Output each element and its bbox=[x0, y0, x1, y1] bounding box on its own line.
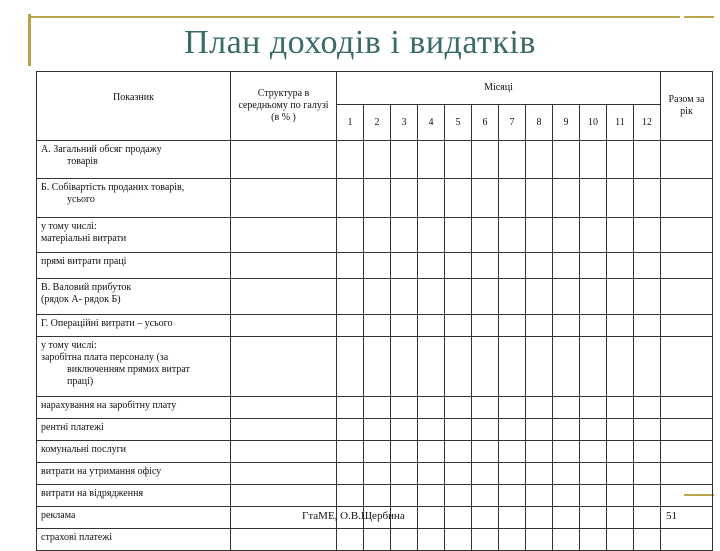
table-row bbox=[37, 441, 713, 463]
value-cell[interactable] bbox=[553, 463, 580, 485]
value-cell[interactable] bbox=[553, 337, 580, 397]
value-cell[interactable] bbox=[472, 441, 499, 463]
value-cell[interactable] bbox=[607, 218, 634, 253]
value-cell[interactable] bbox=[634, 441, 661, 463]
value-cell[interactable] bbox=[445, 337, 472, 397]
decor-top-right-line bbox=[684, 16, 714, 18]
value-cell[interactable] bbox=[661, 419, 713, 441]
value-cell[interactable] bbox=[634, 507, 661, 529]
value-cell[interactable] bbox=[634, 337, 661, 397]
page-title: План доходів і видатків bbox=[184, 24, 536, 61]
value-cell[interactable] bbox=[499, 315, 526, 337]
value-cell[interactable] bbox=[499, 397, 526, 419]
month-6: 6 bbox=[472, 105, 499, 141]
value-cell[interactable] bbox=[231, 485, 337, 507]
value-cell[interactable] bbox=[634, 279, 661, 315]
value-cell[interactable] bbox=[553, 179, 580, 218]
month-4: 4 bbox=[418, 105, 445, 141]
value-cell[interactable] bbox=[553, 485, 580, 507]
value-cell[interactable] bbox=[418, 419, 445, 441]
row-label bbox=[37, 315, 231, 337]
row-label bbox=[37, 141, 231, 179]
month-5: 5 bbox=[445, 105, 472, 141]
value-cell[interactable] bbox=[526, 315, 553, 337]
plan-table bbox=[36, 71, 713, 551]
value-cell[interactable] bbox=[607, 179, 634, 218]
value-cell[interactable] bbox=[391, 485, 418, 507]
value-cell[interactable] bbox=[580, 419, 607, 441]
row-label-line: Г. Операційні витрати – усього bbox=[41, 318, 173, 329]
row-label bbox=[37, 179, 231, 218]
value-cell[interactable] bbox=[472, 253, 499, 279]
row-label-line: Б. Собівартість проданих товарів, bbox=[41, 182, 185, 193]
value-cell[interactable] bbox=[553, 253, 580, 279]
value-cell[interactable] bbox=[472, 397, 499, 419]
value-cell[interactable] bbox=[472, 337, 499, 397]
value-cell[interactable] bbox=[418, 397, 445, 419]
value-cell[interactable] bbox=[364, 279, 391, 315]
value-cell[interactable] bbox=[364, 253, 391, 279]
value-cell[interactable] bbox=[526, 141, 553, 179]
value-cell[interactable] bbox=[634, 179, 661, 218]
value-cell[interactable] bbox=[499, 419, 526, 441]
value-cell[interactable] bbox=[526, 279, 553, 315]
value-cell[interactable] bbox=[580, 463, 607, 485]
value-cell[interactable] bbox=[607, 419, 634, 441]
value-cell[interactable] bbox=[231, 315, 337, 337]
table-row bbox=[37, 419, 713, 441]
value-cell[interactable] bbox=[607, 507, 634, 529]
value-cell[interactable] bbox=[364, 485, 391, 507]
row-label-line: прямі витрати праці bbox=[41, 256, 127, 267]
value-cell[interactable] bbox=[499, 337, 526, 397]
value-cell[interactable] bbox=[526, 485, 553, 507]
value-cell[interactable] bbox=[526, 337, 553, 397]
value-cell[interactable] bbox=[337, 463, 364, 485]
value-cell[interactable] bbox=[231, 337, 337, 397]
table-row bbox=[37, 315, 713, 337]
month-3: 3 bbox=[391, 105, 418, 141]
value-cell[interactable] bbox=[364, 463, 391, 485]
value-cell[interactable] bbox=[445, 397, 472, 419]
value-cell[interactable] bbox=[472, 485, 499, 507]
value-cell[interactable] bbox=[472, 315, 499, 337]
value-cell[interactable] bbox=[418, 253, 445, 279]
row-label bbox=[37, 441, 231, 463]
value-cell[interactable] bbox=[391, 179, 418, 218]
value-cell[interactable] bbox=[418, 485, 445, 507]
value-cell[interactable] bbox=[418, 179, 445, 218]
value-cell[interactable] bbox=[364, 179, 391, 218]
month-12: 12 bbox=[634, 105, 661, 141]
value-cell[interactable] bbox=[526, 253, 553, 279]
value-cell[interactable] bbox=[499, 507, 526, 529]
value-cell[interactable] bbox=[526, 397, 553, 419]
value-cell[interactable] bbox=[445, 279, 472, 315]
value-cell[interactable] bbox=[553, 279, 580, 315]
value-cell[interactable] bbox=[445, 218, 472, 253]
value-cell[interactable] bbox=[580, 179, 607, 218]
value-cell[interactable] bbox=[337, 397, 364, 419]
value-cell[interactable] bbox=[634, 485, 661, 507]
row-label bbox=[37, 337, 231, 397]
value-cell[interactable] bbox=[391, 441, 418, 463]
value-cell[interactable] bbox=[337, 337, 364, 397]
value-cell[interactable] bbox=[231, 179, 337, 218]
value-cell[interactable] bbox=[445, 441, 472, 463]
value-cell[interactable] bbox=[472, 419, 499, 441]
value-cell[interactable] bbox=[364, 218, 391, 253]
value-cell[interactable] bbox=[607, 441, 634, 463]
row-label-line: усього bbox=[67, 194, 95, 205]
value-cell[interactable] bbox=[231, 419, 337, 441]
value-cell[interactable] bbox=[661, 253, 713, 279]
month-10: 10 bbox=[580, 105, 607, 141]
row-label-line: матеріальні витрати bbox=[41, 233, 127, 244]
value-cell[interactable] bbox=[661, 485, 713, 507]
value-cell[interactable] bbox=[391, 419, 418, 441]
value-cell[interactable] bbox=[472, 141, 499, 179]
value-cell[interactable] bbox=[364, 441, 391, 463]
value-cell[interactable] bbox=[472, 279, 499, 315]
value-cell[interactable] bbox=[231, 441, 337, 463]
value-cell[interactable] bbox=[526, 441, 553, 463]
value-cell[interactable] bbox=[526, 463, 553, 485]
row-label-line: витрати на відрядження bbox=[41, 488, 144, 499]
value-cell[interactable] bbox=[526, 179, 553, 218]
value-cell[interactable] bbox=[364, 419, 391, 441]
value-cell[interactable] bbox=[337, 441, 364, 463]
value-cell[interactable] bbox=[526, 419, 553, 441]
value-cell[interactable] bbox=[553, 419, 580, 441]
value-cell[interactable] bbox=[231, 253, 337, 279]
value-cell[interactable] bbox=[445, 253, 472, 279]
value-cell[interactable] bbox=[364, 141, 391, 179]
month-11: 11 bbox=[607, 105, 634, 141]
value-cell[interactable] bbox=[499, 485, 526, 507]
row-label bbox=[37, 253, 231, 279]
value-cell[interactable] bbox=[472, 463, 499, 485]
value-cell[interactable] bbox=[661, 179, 713, 218]
row-label-line: заробітна плата персоналу (за bbox=[41, 352, 169, 363]
value-cell[interactable] bbox=[607, 315, 634, 337]
value-cell[interactable] bbox=[499, 441, 526, 463]
value-cell[interactable] bbox=[337, 419, 364, 441]
value-cell[interactable] bbox=[391, 141, 418, 179]
value-cell[interactable] bbox=[580, 218, 607, 253]
value-cell[interactable] bbox=[580, 141, 607, 179]
value-cell[interactable] bbox=[634, 397, 661, 419]
value-cell[interactable] bbox=[661, 397, 713, 419]
row-label-line: праці) bbox=[67, 376, 94, 387]
table-row bbox=[37, 397, 713, 419]
value-cell[interactable] bbox=[661, 141, 713, 179]
row-label-line: рентні платежі bbox=[41, 422, 104, 433]
value-cell[interactable] bbox=[499, 279, 526, 315]
value-cell[interactable] bbox=[472, 179, 499, 218]
row-label-line: виключенням прямих витрат bbox=[67, 364, 190, 375]
value-cell[interactable] bbox=[499, 463, 526, 485]
value-cell[interactable] bbox=[445, 179, 472, 218]
value-cell[interactable] bbox=[337, 253, 364, 279]
value-cell[interactable] bbox=[418, 463, 445, 485]
row-label bbox=[37, 507, 231, 529]
value-cell[interactable] bbox=[364, 397, 391, 419]
value-cell[interactable] bbox=[231, 141, 337, 179]
row-label-line: В. Валовий прибуток bbox=[41, 282, 132, 293]
value-cell[interactable] bbox=[661, 279, 713, 315]
footer-page-number: 51 bbox=[666, 510, 677, 522]
row-label-line: у тому числі: bbox=[41, 340, 97, 351]
value-cell[interactable] bbox=[418, 315, 445, 337]
value-cell[interactable] bbox=[580, 253, 607, 279]
row-label-line: товарів bbox=[67, 156, 98, 167]
value-cell[interactable] bbox=[661, 337, 713, 397]
value-cell[interactable] bbox=[580, 315, 607, 337]
value-cell[interactable] bbox=[553, 315, 580, 337]
value-cell[interactable] bbox=[553, 218, 580, 253]
value-cell[interactable] bbox=[445, 463, 472, 485]
footer-author: ГтаМЕ, О.В.Щербина bbox=[302, 510, 405, 522]
month-8: 8 bbox=[526, 105, 553, 141]
value-cell[interactable] bbox=[418, 218, 445, 253]
value-cell[interactable] bbox=[634, 315, 661, 337]
value-cell[interactable] bbox=[607, 337, 634, 397]
value-cell[interactable] bbox=[553, 397, 580, 419]
value-cell[interactable] bbox=[580, 485, 607, 507]
row-label-line: у тому числі: bbox=[41, 221, 97, 232]
month-2: 2 bbox=[364, 105, 391, 141]
header-structure: Структура в середньому по галузі (в % ) bbox=[231, 72, 337, 141]
value-cell[interactable] bbox=[231, 218, 337, 253]
value-cell[interactable] bbox=[337, 279, 364, 315]
value-cell[interactable] bbox=[580, 441, 607, 463]
value-cell[interactable] bbox=[580, 507, 607, 529]
decor-top-line bbox=[28, 16, 680, 18]
value-cell[interactable] bbox=[418, 507, 445, 529]
value-cell[interactable] bbox=[337, 485, 364, 507]
value-cell[interactable] bbox=[472, 218, 499, 253]
value-cell[interactable] bbox=[445, 315, 472, 337]
row-label bbox=[37, 218, 231, 253]
row-label bbox=[37, 397, 231, 419]
header-months: Місяці bbox=[337, 72, 661, 105]
value-cell[interactable] bbox=[445, 507, 472, 529]
table-row bbox=[37, 279, 713, 315]
value-cell[interactable] bbox=[337, 141, 364, 179]
value-cell[interactable] bbox=[607, 141, 634, 179]
value-cell[interactable] bbox=[472, 507, 499, 529]
value-cell[interactable] bbox=[607, 253, 634, 279]
value-cell[interactable] bbox=[634, 141, 661, 179]
header-indicator: Показник bbox=[37, 72, 231, 141]
value-cell[interactable] bbox=[634, 253, 661, 279]
header-total: Разом за рік bbox=[661, 72, 713, 141]
value-cell[interactable] bbox=[391, 253, 418, 279]
value-cell[interactable] bbox=[580, 337, 607, 397]
row-label-line: (рядок А- рядок Б) bbox=[41, 294, 121, 305]
value-cell[interactable] bbox=[607, 463, 634, 485]
value-cell[interactable] bbox=[553, 507, 580, 529]
value-cell[interactable] bbox=[499, 179, 526, 218]
value-cell[interactable] bbox=[445, 485, 472, 507]
value-cell[interactable] bbox=[634, 463, 661, 485]
value-cell[interactable] bbox=[607, 397, 634, 419]
value-cell[interactable] bbox=[364, 337, 391, 397]
row-label-line: страхові платежі bbox=[41, 532, 113, 543]
value-cell[interactable] bbox=[391, 463, 418, 485]
month-9: 9 bbox=[553, 105, 580, 141]
month-1: 1 bbox=[337, 105, 364, 141]
table-row bbox=[37, 485, 713, 507]
value-cell[interactable] bbox=[526, 507, 553, 529]
row-label-line: нарахування на заробітну плату bbox=[41, 400, 177, 411]
value-cell[interactable] bbox=[607, 279, 634, 315]
value-cell[interactable] bbox=[337, 218, 364, 253]
row-label bbox=[37, 463, 231, 485]
row-label bbox=[37, 419, 231, 441]
table-row bbox=[37, 218, 713, 253]
value-cell[interactable] bbox=[418, 337, 445, 397]
value-cell[interactable] bbox=[634, 419, 661, 441]
value-cell[interactable] bbox=[391, 218, 418, 253]
table-row bbox=[37, 253, 713, 279]
value-cell[interactable] bbox=[391, 279, 418, 315]
row-label bbox=[37, 279, 231, 315]
value-cell[interactable] bbox=[391, 337, 418, 397]
table-row bbox=[37, 337, 713, 397]
table-row bbox=[37, 141, 713, 179]
value-cell[interactable] bbox=[580, 279, 607, 315]
row-label bbox=[37, 485, 231, 507]
value-cell[interactable] bbox=[661, 463, 713, 485]
value-cell[interactable] bbox=[553, 141, 580, 179]
value-cell[interactable] bbox=[391, 397, 418, 419]
value-cell[interactable] bbox=[418, 441, 445, 463]
value-cell[interactable] bbox=[337, 179, 364, 218]
value-cell[interactable] bbox=[418, 279, 445, 315]
value-cell[interactable] bbox=[499, 218, 526, 253]
table-row bbox=[37, 463, 713, 485]
value-cell[interactable] bbox=[445, 419, 472, 441]
value-cell[interactable] bbox=[607, 485, 634, 507]
value-cell[interactable] bbox=[661, 315, 713, 337]
row-label-line: А. Загальний обсяг продажу bbox=[41, 144, 162, 155]
month-7: 7 bbox=[499, 105, 526, 141]
value-cell[interactable] bbox=[418, 141, 445, 179]
value-cell[interactable] bbox=[364, 315, 391, 337]
value-cell[interactable] bbox=[553, 441, 580, 463]
table-row bbox=[37, 179, 713, 218]
value-cell[interactable] bbox=[231, 397, 337, 419]
row-label-line: витрати на утримання офісу bbox=[41, 466, 162, 477]
value-cell[interactable] bbox=[499, 141, 526, 179]
value-cell[interactable] bbox=[231, 279, 337, 315]
value-cell[interactable] bbox=[499, 253, 526, 279]
row-label-line: комунальні послуги bbox=[41, 444, 127, 455]
value-cell[interactable] bbox=[526, 218, 553, 253]
row-label-line: реклама bbox=[41, 510, 76, 521]
value-cell[interactable] bbox=[580, 397, 607, 419]
value-cell[interactable] bbox=[661, 441, 713, 463]
value-cell[interactable] bbox=[634, 218, 661, 253]
value-cell[interactable] bbox=[445, 141, 472, 179]
value-cell[interactable] bbox=[661, 218, 713, 253]
value-cell[interactable] bbox=[337, 315, 364, 337]
value-cell[interactable] bbox=[391, 315, 418, 337]
value-cell[interactable] bbox=[231, 463, 337, 485]
